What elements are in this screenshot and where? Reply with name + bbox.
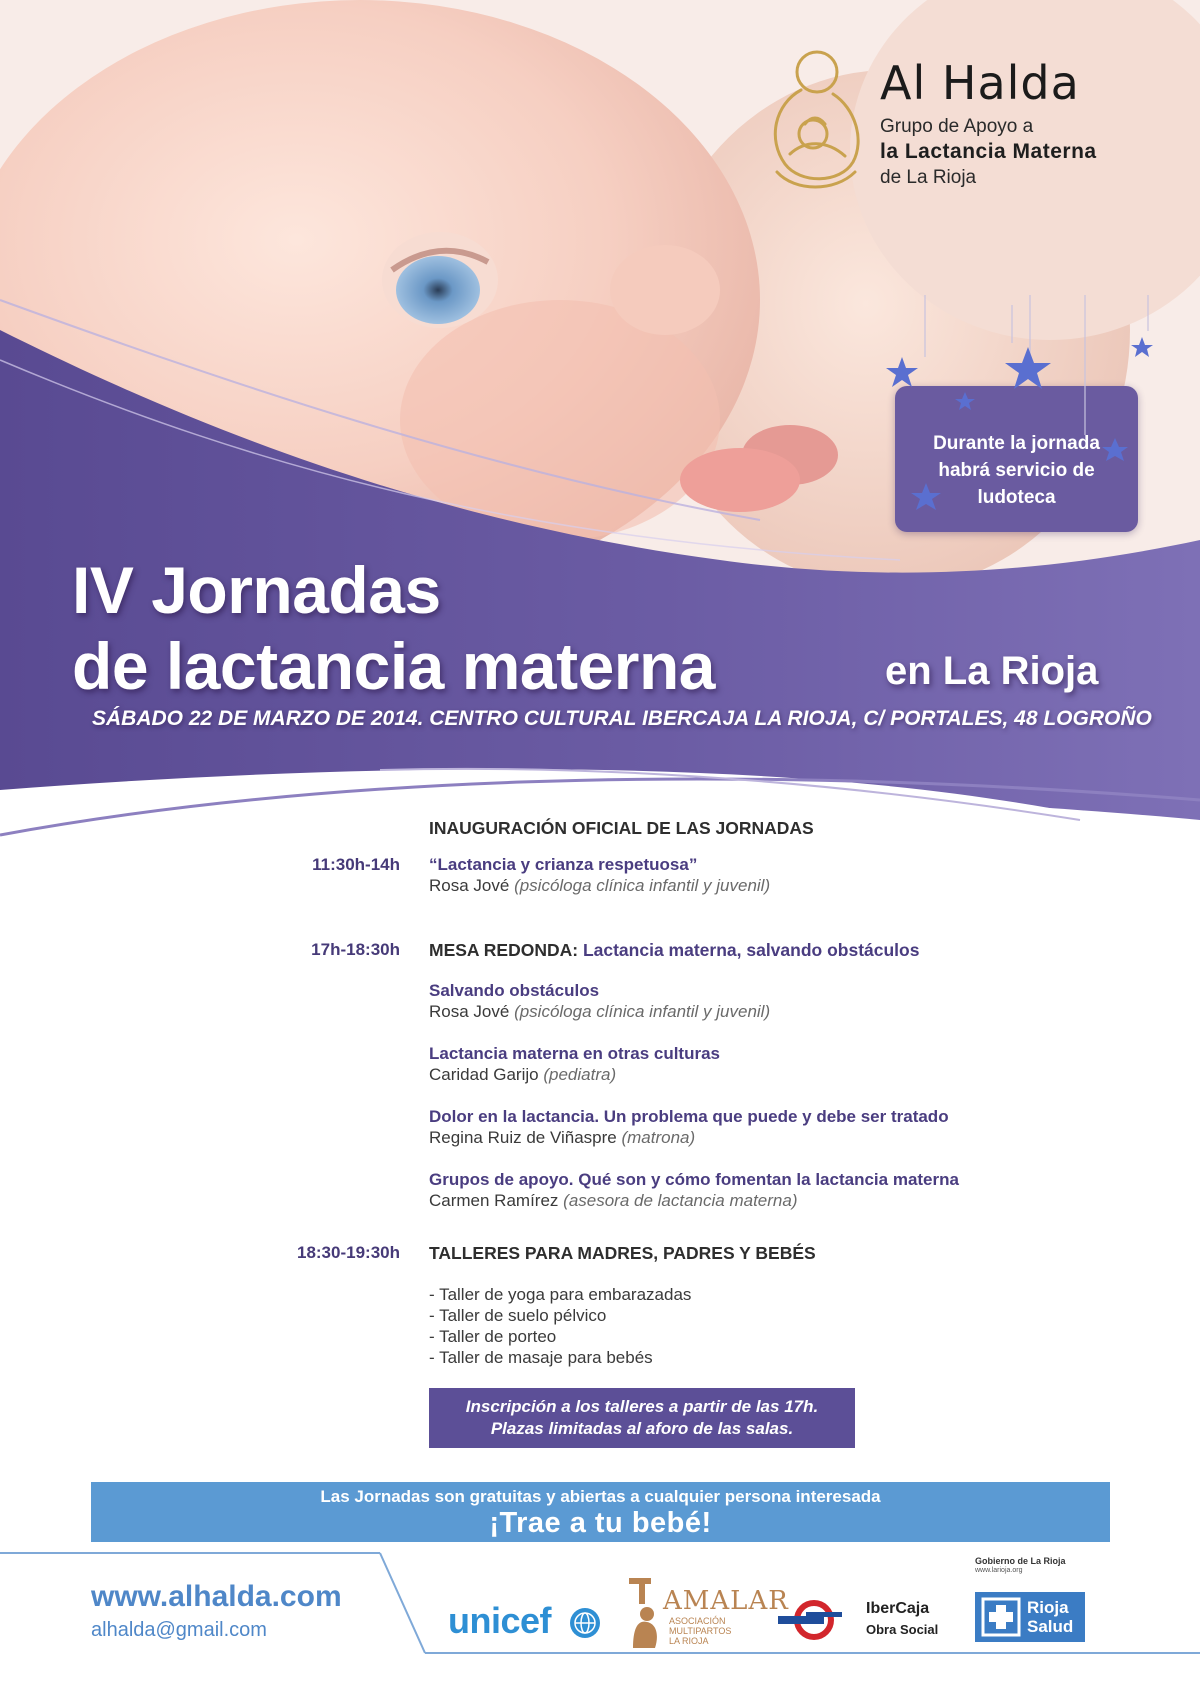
banner-line2: ¡Trae a tu bebé! — [489, 1507, 712, 1539]
organization-name: Al Halda — [880, 56, 1080, 110]
free-entry-banner — [91, 1482, 1110, 1542]
amalar-logo — [625, 1574, 789, 1650]
round-table-heading — [429, 940, 919, 961]
talk-3-title: Dolor en la lactancia. Un problema que puede y debe ser tratado — [429, 1107, 949, 1126]
website-link[interactable]: www.alhalda.com — [91, 1580, 342, 1613]
gobierno-la-rioja: Gobierno de La Rioja — [975, 1556, 1066, 1566]
ibercaja-logo — [778, 1594, 953, 1644]
email-link[interactable]: alhalda@gmail.com — [91, 1619, 267, 1641]
al-halda-logo — [755, 44, 1175, 204]
talk-1-speaker-line — [429, 1002, 770, 1022]
unicef-logo — [448, 1600, 604, 1646]
speaker-role: (psicóloga clínica infantil y juvenil) — [514, 876, 771, 895]
round-table-topic: Lactancia materna, salvando obstáculos — [582, 940, 920, 960]
talk-2-speaker-line — [429, 1065, 616, 1085]
block3-time: 18:30-19:30h — [296, 1243, 400, 1262]
block1-speaker-line — [429, 876, 770, 896]
speaker-name: Regina Ruiz de Viñaspre — [429, 1128, 617, 1147]
block1-time: 11:30h-14h — [312, 855, 400, 874]
ibercaja-subtitle: Obra Social — [866, 1622, 939, 1637]
workshop-item: - Taller de porteo — [429, 1327, 557, 1346]
amalar-wordmark: AMALAR — [663, 1586, 789, 1616]
talk-2-title: Lactancia materna en otras culturas — [429, 1044, 721, 1063]
workshops-heading: TALLERES PARA MADRES, PADRES Y BEBÉS — [429, 1243, 816, 1263]
rioja-salud-badge — [975, 1592, 1085, 1642]
speaker-name: Rosa Jové — [429, 1002, 510, 1021]
ludoteca-text: Durante la jornada habrá servicio de ludoteca — [933, 433, 1100, 508]
speaker-role: (asesora de lactancia materna) — [563, 1191, 798, 1210]
organization-line3: de La Rioja — [880, 167, 977, 188]
talk-1-title: Salvando obstáculos — [429, 981, 600, 1000]
event-date-venue: SÁBADO 22 DE MARZO DE 2014. CENTRO CULTURAL IBERCAJA LA RIOJA, C/ PORTALES, 48 LOGROÑO — [92, 707, 1152, 730]
speaker-role: (psicóloga clínica infantil y juvenil) — [514, 1002, 771, 1021]
workshop-item: - Taller de suelo pélvico — [429, 1306, 607, 1325]
talk-4-speaker-line — [429, 1191, 798, 1211]
opening-heading: INAUGURACIÓN OFICIAL DE LAS JORNADAS — [429, 818, 814, 838]
speaker-role: (pediatra) — [543, 1065, 617, 1084]
block1-title: “Lactancia y crianza respetuosa” — [429, 855, 698, 874]
organization-line1: Grupo de Apoyo a — [880, 116, 1034, 137]
round-table-label: MESA REDONDA: — [429, 940, 579, 960]
event-title-line1: IV Jornadas — [72, 553, 441, 627]
speaker-name: Caridad Garijo — [429, 1065, 539, 1084]
rioja-salud-line2: Salud — [1027, 1617, 1074, 1636]
amalar-subtitle: ASOCIACIÓN MULTIPARTOS LA RIOJA — [669, 1616, 732, 1646]
registration-box — [429, 1388, 855, 1448]
ibercaja-mark-icon — [778, 1600, 846, 1640]
workshop-item: - Taller de masaje para bebés — [429, 1348, 653, 1367]
medical-cross-icon — [981, 1597, 1021, 1637]
event-title-suffix: en La Rioja — [885, 649, 1099, 693]
unicef-globe-icon — [568, 1606, 602, 1640]
organization-line2: la Lactancia Materna — [880, 140, 1097, 163]
amalar-mark-icon — [625, 1574, 667, 1648]
workshop-item: - Taller de yoga para embarazadas — [429, 1285, 692, 1304]
talk-3-speaker-line — [429, 1128, 695, 1148]
hanging-stars-decoration — [870, 295, 1170, 535]
registration-text: Inscripción a los talleres a partir de las 17h. Plazas limitadas al aforo de las salas. — [465, 1397, 819, 1438]
speaker-name: Carmen Ramírez — [429, 1191, 559, 1210]
block2-time: 17h-18:30h — [311, 940, 400, 959]
speaker-role: (matrona) — [621, 1128, 696, 1147]
rioja-salud-logo — [975, 1556, 1095, 1656]
ibercaja-wordmark: IberCaja — [866, 1600, 930, 1617]
banner-line1: Las Jornadas son gratuitas y abiertas a cualquier persona interesada — [320, 1487, 881, 1506]
rioja-salud-line1: Rioja — [1027, 1598, 1069, 1617]
speaker-name: Rosa Jové — [429, 876, 510, 895]
unicef-wordmark: unicef — [448, 1600, 552, 1641]
event-title-line2: de lactancia materna — [72, 629, 715, 703]
mother-baby-logo-icon — [755, 44, 873, 194]
talk-4-title: Grupos de apoyo. Qué son y cómo fomentan la lactancia materna — [429, 1170, 959, 1189]
gobierno-url: www.larioja.org — [975, 1567, 1023, 1574]
